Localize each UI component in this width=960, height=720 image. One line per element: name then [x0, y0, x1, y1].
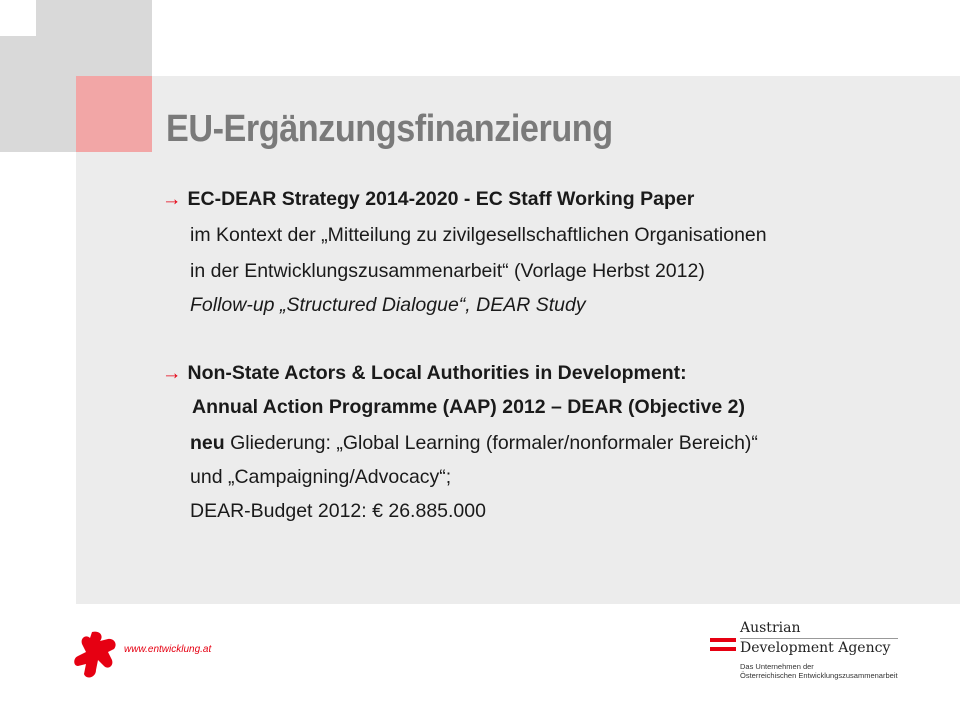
agency-name-line1: Austrian — [740, 620, 801, 636]
section2-line1-text: Gliederung: „Global Learning (formaler/nonformaler Bereich)“ — [224, 432, 758, 454]
arrow-right-icon: → — [162, 362, 182, 384]
section1-line1: im Kontext der „Mitteilung zu zivilgesellschaftlichen Organisationen — [190, 224, 767, 246]
section2-new-label: neu — [190, 432, 225, 454]
section2-heading1-text: Non-State Actors & Local Authorities in Development: — [187, 362, 687, 384]
section2-line2: und „Campaigning/Advocacy“; — [190, 466, 452, 488]
agency-sub1: Das Unternehmen der — [740, 662, 814, 671]
puzzle-figure-icon — [74, 630, 120, 680]
section2-line3: DEAR-Budget 2012: € 26.885.000 — [190, 500, 486, 522]
agency-rule — [740, 638, 898, 639]
section2-heading1 — [162, 362, 687, 385]
arrow-right-icon: → — [162, 188, 182, 210]
section1-heading — [162, 188, 694, 211]
entwicklung-logo — [74, 630, 234, 682]
slide-title: EU-Ergänzungsfinanzierung — [166, 108, 613, 150]
section2-line1 — [190, 432, 758, 455]
section1-heading-text: EC-DEAR Strategy 2014-2020 - EC Staff Working Paper — [187, 188, 695, 210]
section1-line2: in der Entwicklungszusammenarbeit“ (Vorlage Herbst 2012) — [190, 260, 705, 282]
section2-heading2: Annual Action Programme (AAP) 2012 – DEAR (Objective 2) — [192, 396, 745, 418]
ada-logo — [710, 618, 910, 684]
agency-name-line2: Development Agency — [740, 640, 891, 656]
agency-sub2: Österreichischen Entwicklungszusammenarbeit — [740, 671, 898, 680]
content-panel — [76, 76, 960, 604]
austria-flag-icon — [710, 638, 736, 652]
corner-cutout — [0, 0, 36, 36]
section1-line3: Follow-up „Structured Dialogue“, DEAR Study — [190, 294, 586, 316]
website-link[interactable]: www.entwicklung.at — [124, 644, 212, 655]
title-accent-block — [76, 76, 152, 152]
